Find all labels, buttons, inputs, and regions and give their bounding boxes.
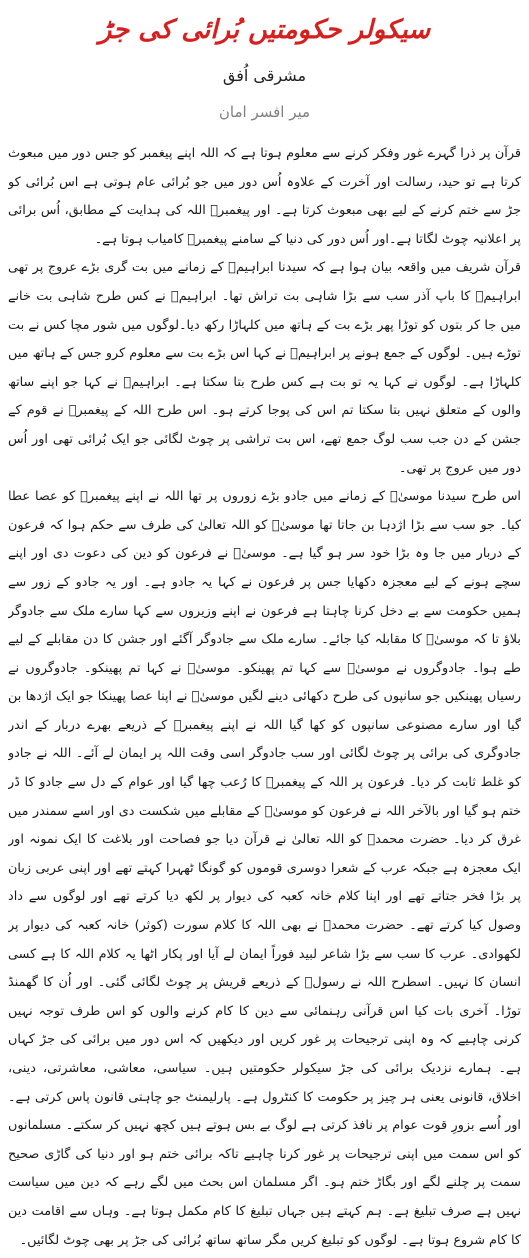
article-paragraph: قرآن پر ذرا گہرے غور وفکر کرنے سے معلوم ہوتا ہے کہ اللہ اپنے پیغمبر کو جس دور میں مبعوث کرتا ہے تو حید، رسالت اور آخرت کے علاوہ اُس دور میں جو بُرائی عام ہوتی ہے اس بُرائی کو جڑ سے ختم کرنے کے لیے بھی مبعوث کرتا ہے۔ اور پیغمبرؑ اللہ کی ہدایت کے مطابق، اُس برائی پر اعلانیہ چوٹ لگاتا ہے۔اور اُس دور کی دنیا کے سامنے پیغمبرؑ کامیاب ہوتا ہے۔	[8, 146, 521, 247]
article-title: سیکولر حکومتیں بُرائی کی جڑ	[98, 15, 431, 45]
article-body	[8, 140, 521, 1252]
article-paragraph: قرآن شریف میں واقعہ بیان ہوا ہے کہ سیدنا ابراہیمؑ کے زمانے میں بت گری بڑے عروج پر تھی ابراہیمؑ کا باپ آذر سب سے بڑا شاہی بت تراش تھا۔ ابراہیمؑ نے کس طرح شاہی بت خانے میں جا کر بتوں کو توڑا پھر بڑے بت کے ہاتھ میں کلہاڑا رکھ دیا۔لوگوں میں شور مچا کس نے بت توڑے ہیں۔ لوگوں کے جمع ہونے پر ابراہیمؑ نے کہا اس بڑے بت سے معلوم کرو جس کے ہاتھ میں کلہاڑا ہے۔ لوگوں نے کہا یہ تو بت ہے کس طرح بتا سکتا ہے۔ ابراہیمؑ نے کہا جو اپنے ساتھ والوں کے متعلق نہیں بتا سکتا تم اس کی پوجا کرتے ہو۔ اس طرح اللہ کے پیغمبرؑ نے قوم کے جشن کے دن جب سب لوگ جمع تھے، اس بت تراشی پر چوٹ لگائی جو ایک بُرائی تھی اور اُس دور میں عروج پر تھی۔	[8, 260, 521, 476]
author-name: میر افسر امان	[218, 103, 311, 121]
column-name: مشرقی اُفق	[222, 66, 307, 85]
article-paragraph: اس طرح سیدنا موسیٰؑ کے زمانے میں جادو بڑے زوروں پر تھا اللہ نے اپنے پیغمبرؑ کو عصا عطا کیا۔ جو سب سے بڑا اژدہا بن جاتا تھا موسیٰؑ کو اللہ تعالیٰ کی طرف سے حکم ہوا کہ فرعون کے دربار میں جا وہ بڑا خود سر ہو گیا ہے۔ موسیٰؑ نے فرعون کو دین کی دعوت دی اور اپنے سچے ہونے کے لیے معجزہ دکھایا جس پر فرعون نے کہا یہ جادو ہے۔ اور یہ جادو کے زور سے ہمیں حکومت سے بے دخل کرنا چاہتا ہے فرعون نے اپنے وزیروں سے کہا سارے ملک سے جادوگر بلاؤ تا کہ موسیٰؑ کا مقابلہ کیا جائے۔ سارے ملک سے جادوگر آگئے اور جشن کا دن مقابلے کے لیے طے ہوا۔ جادوگروں نے موسیٰؑ سے کہا تم پھینکو۔ موسیٰؑ نے کہا تم پھینکو۔ جادوگروں نے رسیاں پھینکیں جو سانپوں کی طرح دکھائی دینے لگیں موسیٰؑ نے اپنا عصا پھینکا جو ایک اژدھا بن گیا اور سارے مصنوعی سانپوں کو کھا گیا اللہ نے اپنے پیغمبرؑ کے ذریعے بھرے دربار کے اندر جادوگری کی برائی پر چوٹ لگائی اور سب جادوگر اسی وقت اللہ پر ایمان لے آئے۔ اللہ نے جادو کو غلط ثابت کر دیا۔ فرعون پر اللہ کے پیغمبرؑ کا رُعب چھا گیا اور عوام کے دل سے جادو کا ڈر ختم ہو گیا اور بالآخر اللہ نے فرعون کو موسیٰؑ کے مقابلے میں شکست دی اور اسے سمندر میں غرق کر دیا۔ حضرت محمدؐ کو اللہ تعالیٰ نے قرآن دیا جو فصاحت اور بلاغت کا ایک نمونہ اور ایک معجزہ ہے جبکہ عرب کے شعرا دوسری قوموں کو گونگا ٹھہرا کہتے تھے اور اپنی عربی زبان پر بڑا فخر جتاتے تھے اور اپنا کلام خانہ کعبہ کی دیوار پر لکھ دیا کرتے تھے اور لوگوں سے داد وصول کیا کرتے تھے۔ حضرت محمدؐ نے بھی اللہ کا کلام سورت (کوثر) خانہ کعبہ کی دیوار پر لکھوادی۔ عرب کا سب سے بڑا شاعر لبید فوراً ایمان لے آیا اور پکار اٹھا یہ کلام اللہ کا ہے کسی انسان کا نہیں۔ اسطرح اللہ نے رسولؐ کے ذریعے قریش پر چوٹ لگائی گئی۔ اور اُن کا گھمنڈ توڑا۔ آخری بات کیا اس قرآنی رہنمائی سے دین کا کام کرنے والوں کو اس طرف توجہ نہیں کرنی چاہیے کہ وہ اپنی ترجیحات پر غور کریں اور دیکھیں کہ اس دور میں برائی کی جڑ کہاں ہے۔ ہمارے نزدیک برائی کی جڑ سیکولر حکومتیں ہیں۔ سیاسی، معاشی، معاشرتی، دینی، اخلاق، قانونی یعنی ہر چیز پر حکومت کا کنٹرول ہے۔ پارلیمنٹ جو چاہتی قانون پاس کرتی ہے۔ اور اُسے بزورِ قوت عوام پر نافذ کرتی ہے لوگ بے بس ہوتے ہیں کچھ نہیں کر سکتے۔ مسلمانوں کو اس سمت میں اپنی ترجیحات پر غور کرنا چاہیے تاکہ برائی ختم ہو اور دنیا کی گاڑی صحیح سمت پر چلنے لگے اور بگاڑ ختم ہو۔ اگر مسلمان اس بحث میں لگے رہے کہ دین میں سیاست نہیں ہے صرف تبلیغ ہے۔ ہم کہتے ہیں جہاں تبلیغ کا کام مکمل ہوتا ہے۔ وہاں سے اقامت دین کا کام شروع ہوتا ہے۔ لوگوں کو تبلیغ کریں مگر ساتھ ساتھ بُرائی کی جڑ پر بھی چوٹ لگائیں۔	[8, 489, 521, 1248]
